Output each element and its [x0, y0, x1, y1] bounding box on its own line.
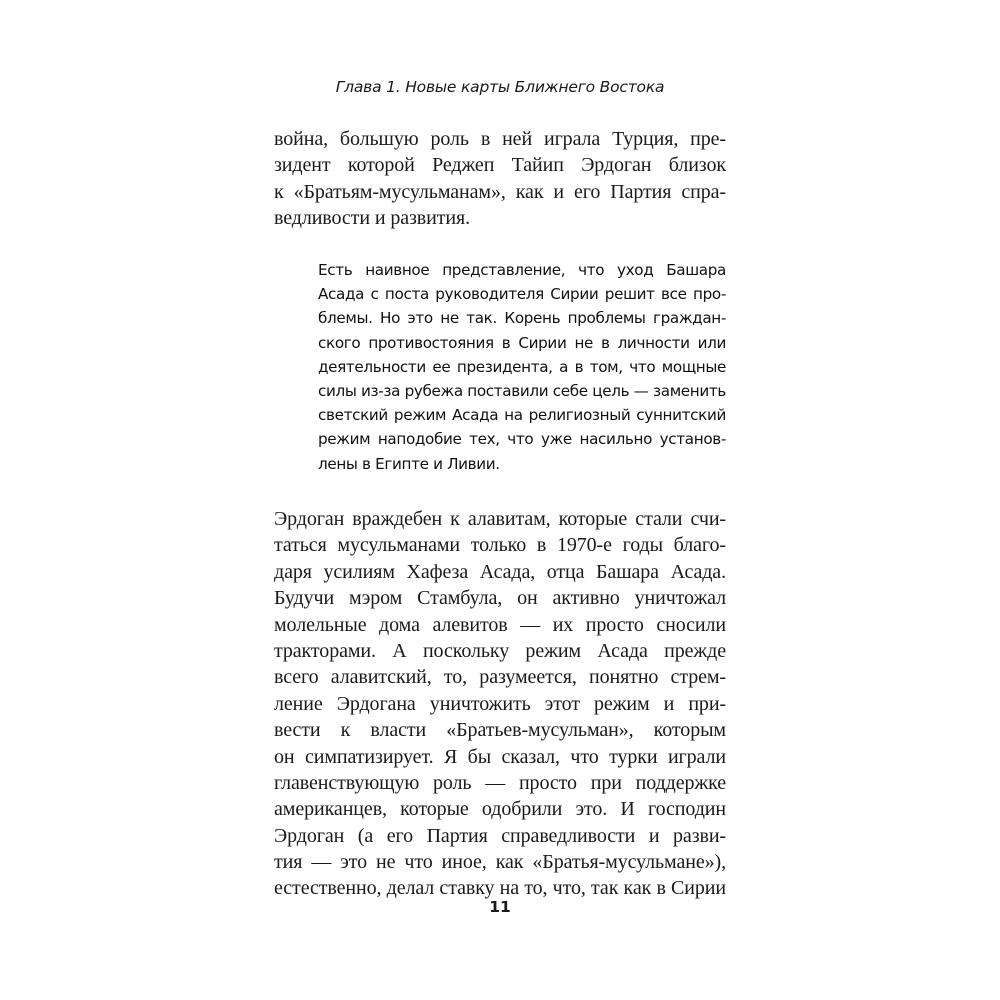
quote-line: светский режим Асада на религиозный суннитский — [318, 406, 726, 425]
paragraph-line: он симпатизирует. Я бы сказал, что турки играли — [274, 745, 726, 768]
paragraph-line: вести к власти «Братьев-мусульман», которым — [274, 719, 726, 742]
quote-line: ского противостояния в Сирии не в личности или — [318, 333, 726, 352]
paragraph-line: даря усилиям Хафеза Асада, отца Башара Асада. — [274, 560, 726, 583]
paragraph-line: к «Братьям-мусульманам», как и его Партия спра- — [274, 180, 726, 203]
quote-line: режим наподобие тех, что уже насильно установ- — [318, 430, 726, 449]
paragraph-line: ление Эрдогана уничтожить этот режим и при- — [274, 692, 726, 715]
paragraph-line: таться мусульманами только в 1970-е годы благо- — [274, 534, 726, 557]
paragraph-line: зидент которой Реджеп Тайип Эрдоган близок — [274, 154, 726, 177]
paragraph-line: молельные дома алевитов — их просто сносили — [274, 613, 726, 636]
block-quote — [318, 258, 726, 476]
paragraph-line: война, большую роль в ней играла Турция, пре- — [274, 128, 726, 150]
quote-line: деятельности ее президента, а в том, что мощные — [318, 357, 726, 376]
paragraph-line: главенствующую роль — просто при поддержке — [274, 771, 726, 794]
paragraph-line: тракторами. А поскольку режим Асада прежде — [274, 639, 726, 662]
quote-line: Есть наивное представление, что уход Башара — [318, 261, 726, 279]
paragraph-line: естественно, делал ставку на то, что, так как в Сирии — [274, 877, 726, 900]
paragraph-2 — [274, 506, 726, 902]
quote-line: блемы. Но это не так. Корень проблемы граждан- — [318, 309, 726, 328]
quote-line: Асада с поста руководителя Сирии решит все про- — [318, 285, 726, 304]
paragraph-line: тия — это не что иное, как «Братья-мусульмане»), — [274, 851, 726, 874]
paragraph-1 — [274, 126, 726, 232]
paragraph-line: Эрдоган (а его Партия справедливости и разви- — [274, 824, 726, 847]
page-number: 11 — [489, 898, 511, 916]
paragraph-line: ведливости и развития. — [274, 207, 470, 230]
paragraph-line: Будучи мэром Стамбула, он активно уничтожал — [274, 587, 726, 610]
paragraph-line: всего алавитский, то, разумеется, понятно стрем- — [274, 666, 726, 689]
quote-line: силы из-за рубежа поставили себе цель — заменить — [318, 381, 726, 400]
running-header: Глава 1. Новые карты Ближнего Востока — [335, 78, 665, 96]
quote-line: лены в Египте и Ливии. — [318, 454, 500, 473]
paragraph-line: Эрдоган враждебен к алавитам, которые стали счи- — [274, 508, 726, 530]
paragraph-line: американцев, которые одобрили это. И господин — [274, 798, 726, 821]
